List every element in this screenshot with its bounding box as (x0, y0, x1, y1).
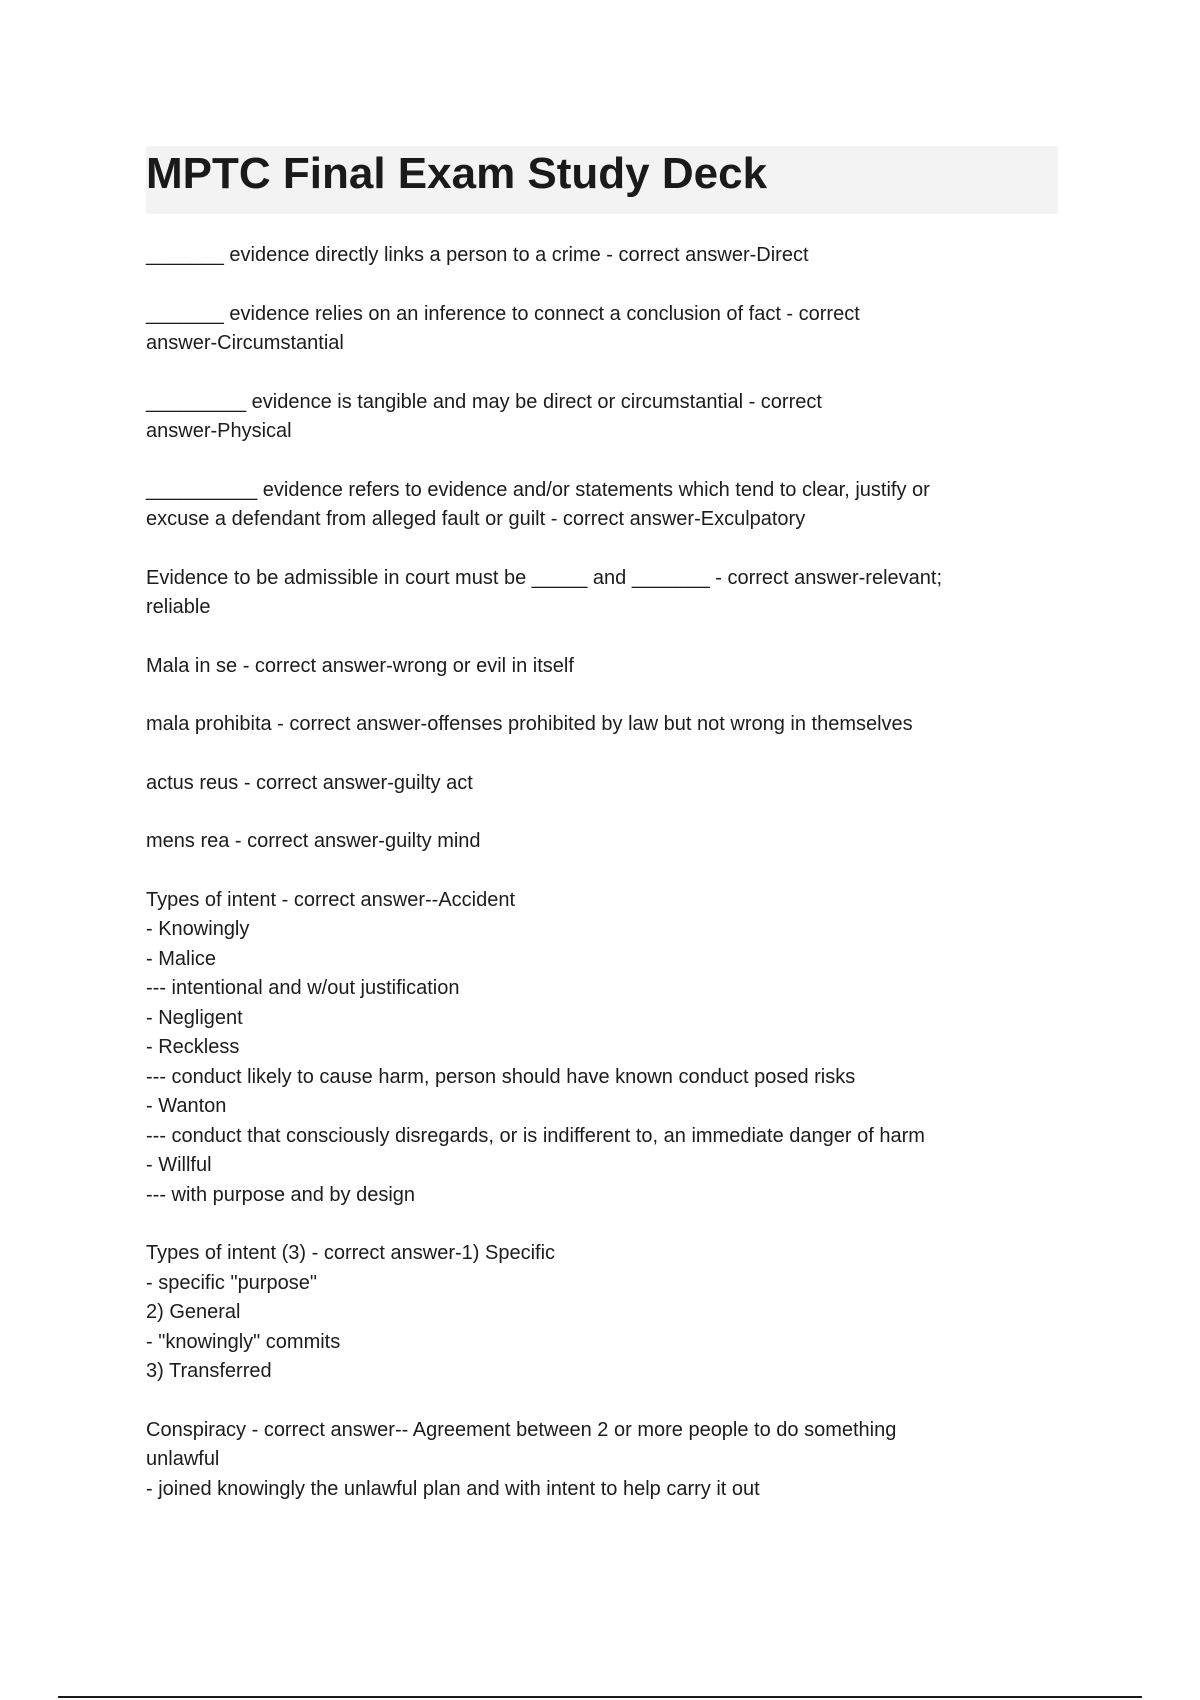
flashcard-line: answer-Circumstantial (146, 332, 344, 354)
flashcard-entry (146, 241, 1046, 271)
flashcard-entry (146, 886, 1046, 1211)
flashcard-line: Evidence to be admissible in court must be _____ and _______ - correct answer-relevant; (146, 566, 943, 589)
flashcard-line: Mala in se - correct answer-wrong or evil in itself (146, 654, 574, 677)
flashcard-line: mala prohibita - correct answer-offenses prohibited by law but not wrong in themselves (146, 713, 913, 735)
flashcard-entry (146, 564, 1046, 623)
flashcard-line: - Reckless (146, 1036, 240, 1058)
flashcard-line: 3) Transferred (146, 1360, 272, 1382)
flashcard-line: - Willful (146, 1154, 212, 1176)
flashcard-entry (146, 1416, 1046, 1505)
flashcard-line: - Wanton (146, 1095, 227, 1117)
flashcard-line: --- intentional and w/out justification (146, 977, 460, 999)
flashcard-entry (146, 652, 1046, 682)
flashcard-line: - Knowingly (146, 918, 250, 940)
flashcard-entry (146, 769, 1046, 799)
footer-rule (58, 1696, 1142, 1698)
flashcard-line: --- conduct likely to cause harm, person should have known conduct posed risks (146, 1065, 856, 1088)
flashcard-line: --- conduct that consciously disregards, or is indifferent to, an immediate danger of harm (146, 1124, 925, 1147)
flashcard-line: answer-Physical (146, 420, 292, 442)
flashcard-line: - joined knowingly the unlawful plan and with intent to help carry it out (146, 1477, 760, 1500)
flashcard-line: _______ evidence directly links a person to a crime - correct answer-Direct (146, 244, 809, 266)
flashcard-line: mens rea - correct answer-guilty mind (146, 830, 481, 852)
flashcard-line: - specific "purpose" (146, 1271, 317, 1294)
flashcard-line: _________ evidence is tangible and may be direct or circumstantial - correct (146, 390, 822, 413)
flashcard-line: - "knowingly" commits (146, 1330, 341, 1353)
flashcard-entry (146, 710, 1046, 740)
flashcard-line: 2) General (146, 1301, 241, 1323)
flashcard-entry (146, 388, 1046, 447)
flashcard-entry (146, 827, 1046, 857)
page-title: MPTC Final Exam Study Deck (146, 149, 768, 198)
flashcard-line: Types of intent (3) - correct answer-1) Specific (146, 1242, 556, 1264)
flashcard-line: excuse a defendant from alleged fault or guilt - correct answer-Exculpatory (146, 508, 806, 530)
flashcard-entry (146, 300, 1046, 359)
flashcard-line: reliable (146, 596, 211, 618)
flashcard-line: --- with purpose and by design (146, 1183, 416, 1206)
flashcard-entry (146, 476, 1046, 535)
flashcard-line: Types of intent - correct answer--Accident (146, 888, 516, 911)
flashcard-line: unlawful (146, 1448, 220, 1470)
flashcard-line: - Negligent (146, 1006, 243, 1029)
flashcard-line: actus reus - correct answer-guilty act (146, 771, 473, 794)
flashcard-entry (146, 1239, 1046, 1387)
flashcard-list (146, 241, 1046, 1533)
flashcard-line: __________ evidence refers to evidence and/or statements which tend to clear, justify or (146, 478, 930, 501)
flashcard-line: Conspiracy - correct answer-- Agreement between 2 or more people to do something (146, 1418, 897, 1441)
flashcard-line: _______ evidence relies on an inference to connect a conclusion of fact - correct (146, 302, 860, 325)
flashcard-line: - Malice (146, 947, 217, 970)
